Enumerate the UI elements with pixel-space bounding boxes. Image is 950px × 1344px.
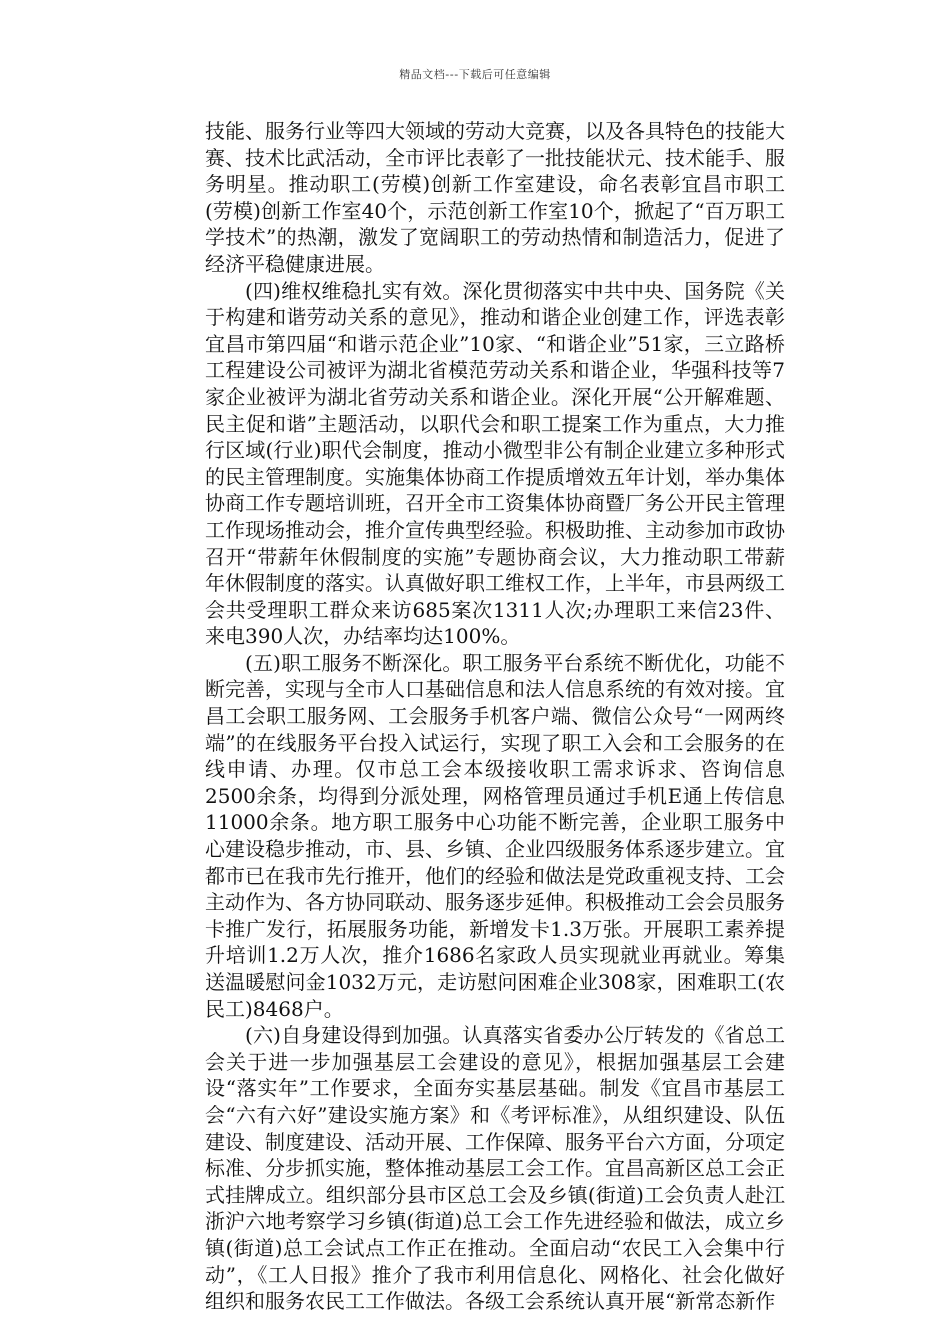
paragraph-1: 技能、服务行业等四大领域的劳动大竞赛，以及各具特色的技能大赛、技术比武活动，全市评比表彰了一批技能状元、技术能手、服务明星。推动职工(劳模)创新工作室建设，命名表彰宜昌市职工(劳模)创新工作室40个，示范创新工作室10个，掀起了“百万职工学技术”的热潮，激发了宽阔职工的劳动热情和制造活力，促进了经济平稳健康进展。 [205,119,785,276]
document-body [205,118,785,1315]
paragraph-2: (四)维权维稳扎实有效。深化贯彻落实中共中央、国务院《关于构建和谐劳动关系的意见》，推动和谐企业创建工作，评选表彰宜昌市第四届“和谐示范企业”10家、“和谐企业”51家，三立路桥工程建设公司被评为湖北省模范劳动关系和谐企业，华强科技等7家企业被评为湖北省劳动关系和谐企业。深化开展“公开解难题、民主促和谐”主题活动，以职代会和职工提案工作为重点，大力推行区域(行业)职代会制度，推动小微型非公有制企业建立多种形式的民主管理制度。实施集体协商工作提质增效五年计划，举办集体协商工作专题培训班，召开全市工资集体协商暨厂务公开民主管理工作现场推动会，推介宣传典型经验。积极助推、主动参加市政协召开“带薪年休假制度的实施”专题协商会议，大力推动职工带薪年休假制度的落实。认真做好职工维权工作，上半年，市县两级工会共受理职工群众来访685案次1311人次;办理职工来信23件、来电390人次，办结率均达100%。 [205,278,785,649]
paragraph-3: (五)职工服务不断深化。职工服务平台系统不断优化，功能不断完善，实现与全市人口基础信息和法人信息系统的有效对接。宜昌工会职工服务网、工会服务手机客户端、微信公众号“一网两终端”的在线服务平台投入试运行，实现了职工入会和工会服务的在线申请、办理。仅市总工会本级接收职工需求诉求、咨询信息2500余条，均得到分派处理，网格管理员通过手机E通上传信息11000余条。地方职工服务中心功能不断完善，企业职工服务中心建设稳步推动，市、县、乡镇、企业四级服务体系逐步建立。宜都市已在我市先行推开，他们的经验和做法是党政重视支持、工会主动作为、各方协同联动、服务逐步延伸。积极推动工会会员服务卡推广发行，拓展服务功能，新增发卡1.3万张。开展职工素养提升培训1.2万人次，推介1686名家政人员实现就业再就业。筹集送温暖慰问金1032万元，走访慰问困难企业308家，困难职工(农民工)8468户。 [205,650,785,1021]
paragraph-4: (六)自身建设得到加强。认真落实省委办公厅转发的《省总工会关于进一步加强基层工会建设的意见》，根据加强基层工会建设“落实年”工作要求，全面夯实基层基础。制发《宜昌市基层工会“六有六好”建设实施方案》和《考评标准》，从组织建设、队伍建设、制度建设、活动开展、工作保障、服务平台六方面，分项定标准、分步抓实施，整体推动基层工会工作。宜昌高新区总工会正式挂牌成立。组织部分县市区总工会及乡镇(街道)工会负责人赴江浙沪六地考察学习乡镇(街道)总工会工作先进经验和做法，成立乡镇(街道)总工会试点工作正在推动。全面启动“农民工入会集中行动”，《工人日报》推介了我市利用信息化、网格化、社会化做好组织和服务农民工工作做法。各级工会系统认真开展“新常态新作 [205,1023,785,1314]
page-header: 精品文档---下载后可任意编辑 [399,68,551,81]
